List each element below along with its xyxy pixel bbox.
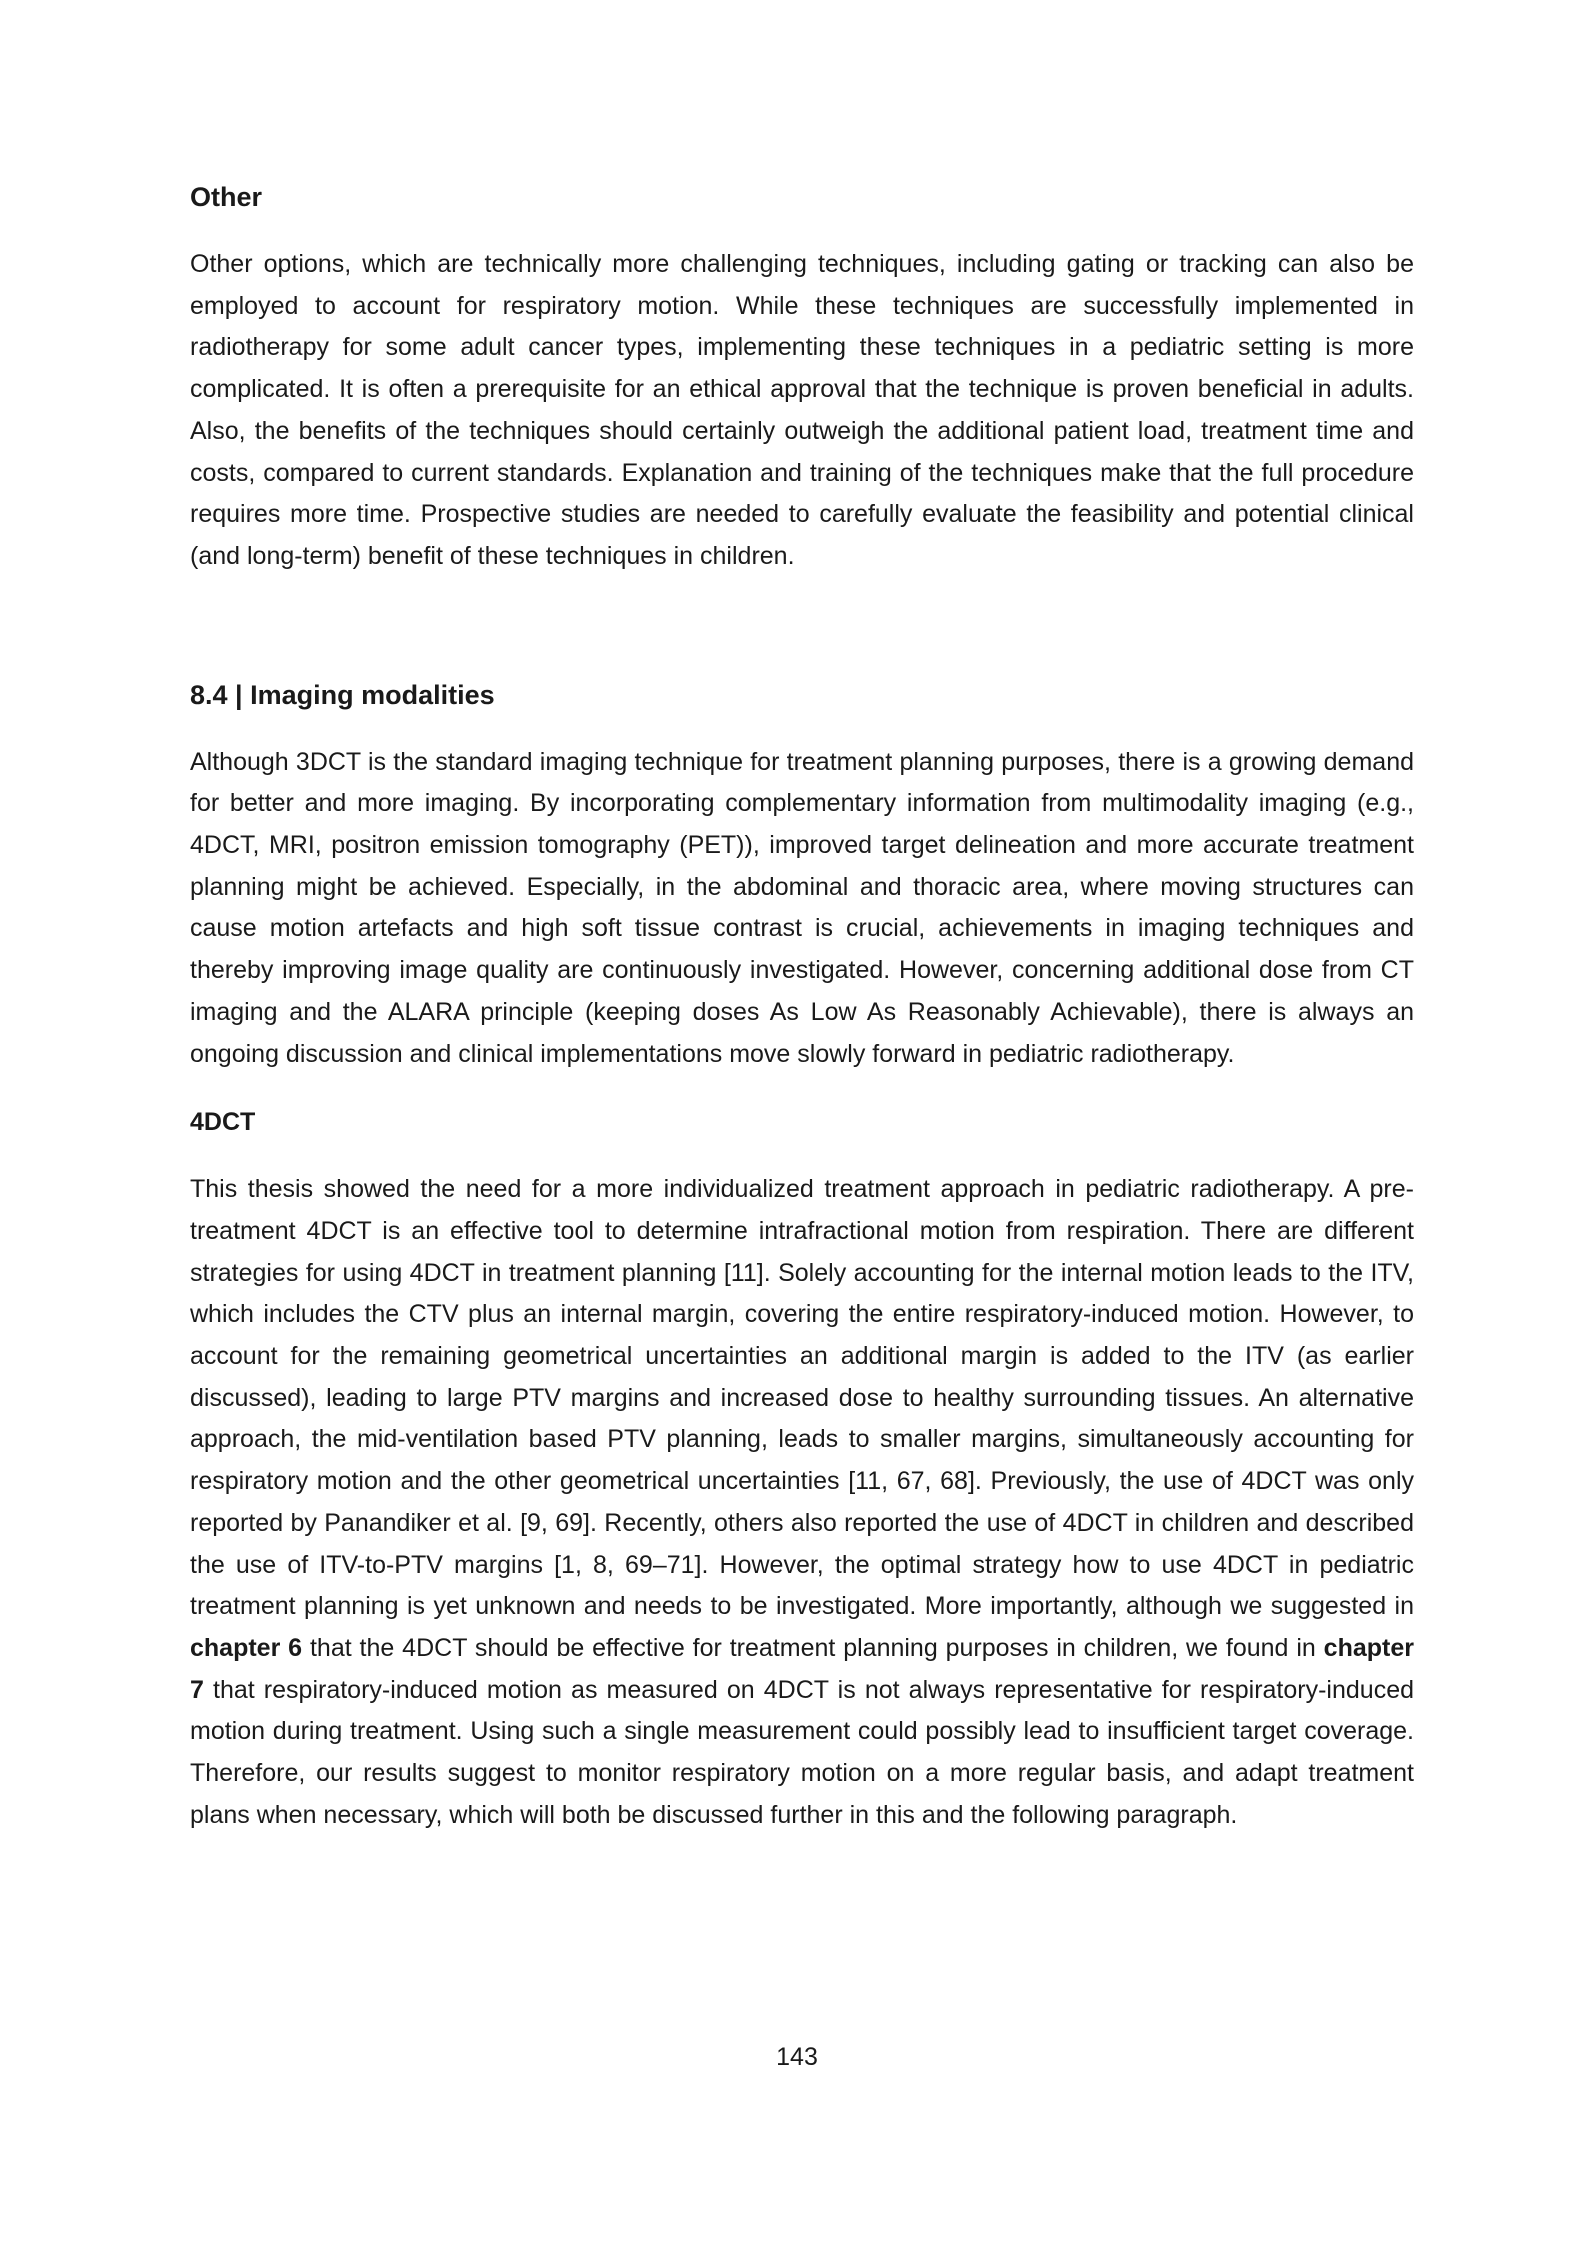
paragraph-other: Other options, which are technically more challenging techniques, including gating or tracking can also be employed to account for respiratory motion. While these techniques are successfully implemented in radiotherapy for some adult cancer types, implementing these techniques in a pediatric setting is more complicated. It is often a prerequisite for an ethical approval that the technique is proven beneficial in adults. Also, the benefits of the techniques should certainly outweigh the additional patient load, treatment time and costs, compared to current standards. Explanation and training of the techniques make that the full procedure requires more time. Prospective studies are needed to carefully evaluate the feasibility and potential clinical (and long-term) benefit of these techniques in children. <box>190 250 1414 570</box>
chapter-reference-7: chapter 7 <box>190 1633 1414 1704</box>
page-number: 143 <box>776 2043 818 2071</box>
paragraph-4dct-part-1: This thesis showed the need for a more individualized treatment approach in pediatric radiotherapy. A pre-treatment 4DCT is an effective tool to determine intrafractional motion from respiration. There are different strategies for using 4DCT in treatment planning [11]. Solely accounting for the internal motion leads to the ITV, which includes the CTV plus an internal margin, covering the entire respiratory-induced motion. However, to account for the remaining geometrical uncertainties an additional margin is added to the ITV (as earlier discussed), leading to large PTV margins and increased dose to healthy surrounding tissues. An alternative approach, the mid-ventilation based PTV planning, leads to smaller margins, simultaneously accounting for respiratory motion and the other geometrical uncertainties [11, 67, 68]. Previously, the use of 4DCT was only reported by Panandiker et al. [9, 69]. Recently, others also reported the use of 4DCT in children and described the use of ITV-to-PTV margins [1, 8, 69–71]. However, the optimal strategy how to use 4DCT in pediatric treatment planning is yet unknown and needs to be investigated. More importantly, although we suggested in <box>190 1175 1414 1621</box>
paragraph-4dct-part-2: that the 4DCT should be effective for treatment planning purposes in children, we found in <box>302 1633 1324 1662</box>
chapter-reference-6: chapter 6 <box>190 1633 303 1662</box>
paragraph-4dct <box>190 1169 1414 1836</box>
section-heading-imaging-modalities: 8.4 | Imaging modalities <box>190 679 495 710</box>
paragraph-imaging-modalities: Although 3DCT is the standard imaging technique for treatment planning purposes, there is a growing demand for better and more imaging. By incorporating complementary information from multimodality imaging (e.g., 4DCT, MRI, positron emission tomography (PET)), improved target delineation and more accurate treatment planning might be achieved. Especially, in the abdominal and thoracic area, where moving structures can cause motion artefacts and high soft tissue contrast is crucial, achievements in imaging techniques and thereby improving image quality are continuously investigated. However, concerning additional dose from CT imaging and the ALARA principle (keeping doses As Low As Reasonably Achievable), there is always an ongoing discussion and clinical implementations move slowly forward in pediatric radiotherapy. <box>190 747 1414 1068</box>
paragraph-4dct-part-3: that respiratory-induced motion as measured on 4DCT is not always representative for respiratory-induced motion during treatment. Using such a single measurement could possibly lead to insufficient target coverage. Therefore, our results suggest to monitor respiratory motion on a more regular basis, and adapt treatment plans when necessary, which will both be discussed further in this and the following paragraph. <box>190 1675 1414 1829</box>
subsection-heading-4dct: 4DCT <box>190 1108 256 1137</box>
section-heading-other: Other <box>190 182 263 212</box>
page-body <box>190 180 1414 1837</box>
